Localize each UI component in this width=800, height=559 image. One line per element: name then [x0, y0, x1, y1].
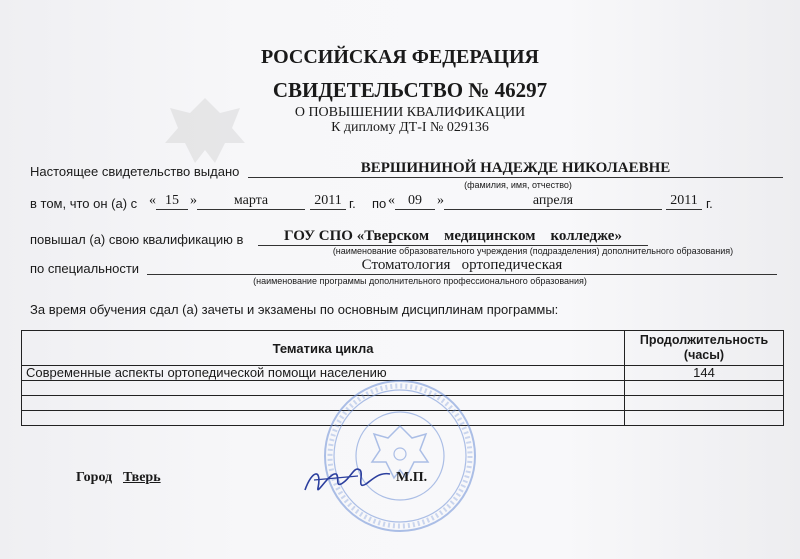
start-month: марта — [197, 193, 305, 210]
end-quote-close: » — [437, 193, 444, 208]
specialty-label: по специальности — [30, 261, 140, 276]
exams-intro: За время обучения сдал (а) зачеты и экзамены по основным дисциплинам программы: — [30, 302, 559, 317]
city-label: Город — [76, 470, 113, 485]
end-quote-open: « — [388, 193, 395, 208]
row-topic: Современные аспекты ортопедической помощи населению — [22, 366, 625, 381]
institution-name: ГОУ СПО «Тверском медицинском колледже» — [258, 228, 648, 246]
row-hours — [625, 411, 784, 426]
row-hours: 144 — [625, 366, 784, 381]
row-hours — [625, 381, 784, 396]
end-day: 09 — [395, 193, 435, 210]
column-duration: Продолжительность (часы) — [625, 331, 784, 366]
institution-hint: (наименование образовательного учреждения (подразделения) дополнительного образования) — [332, 246, 734, 256]
diploma-reference: К диплому ДТ-I № 029136 — [331, 120, 489, 135]
country-heading: РОССИЙСКАЯ ФЕДЕРАЦИЯ — [260, 46, 539, 68]
start-day: 15 — [156, 193, 188, 210]
period-to-word: по — [372, 196, 387, 211]
recipient-name: ВЕРШИНИНОЙ НАДЕЖДЕ НИКОЛАЕВНЕ — [248, 160, 783, 178]
start-quote-close: » — [190, 193, 197, 208]
start-year: 2011 — [310, 193, 346, 210]
start-quote-open: « — [149, 193, 156, 208]
signature — [300, 460, 395, 500]
issued-label: Настоящее свидетельство выдано — [30, 164, 240, 179]
official-seal — [322, 378, 478, 534]
specialty-name: Стоматология ортопедическая — [147, 257, 777, 275]
institution-label: повышал (а) свою квалификацию в — [30, 232, 244, 247]
stamp-label: М.П. — [396, 470, 428, 485]
column-topic: Тематика цикла — [22, 331, 625, 366]
city-name: Тверь — [123, 470, 161, 485]
end-year-suffix: г. — [706, 196, 713, 211]
start-year-suffix: г. — [349, 196, 356, 211]
period-prefix: в том, что он (а) с — [30, 196, 138, 211]
end-month: апреля — [444, 193, 662, 210]
end-year: 2011 — [666, 193, 702, 210]
certificate-title: СВИДЕТЕЛЬСТВО № 46297 — [272, 78, 548, 102]
recipient-name-hint: (фамилия, имя, отчество) — [464, 180, 572, 190]
row-hours — [625, 396, 784, 411]
specialty-hint: (наименование программы дополнительного профессионального образования) — [253, 276, 587, 286]
certificate-subtitle: О ПОВЫШЕНИИ КВАЛИФИКАЦИИ — [294, 105, 526, 120]
